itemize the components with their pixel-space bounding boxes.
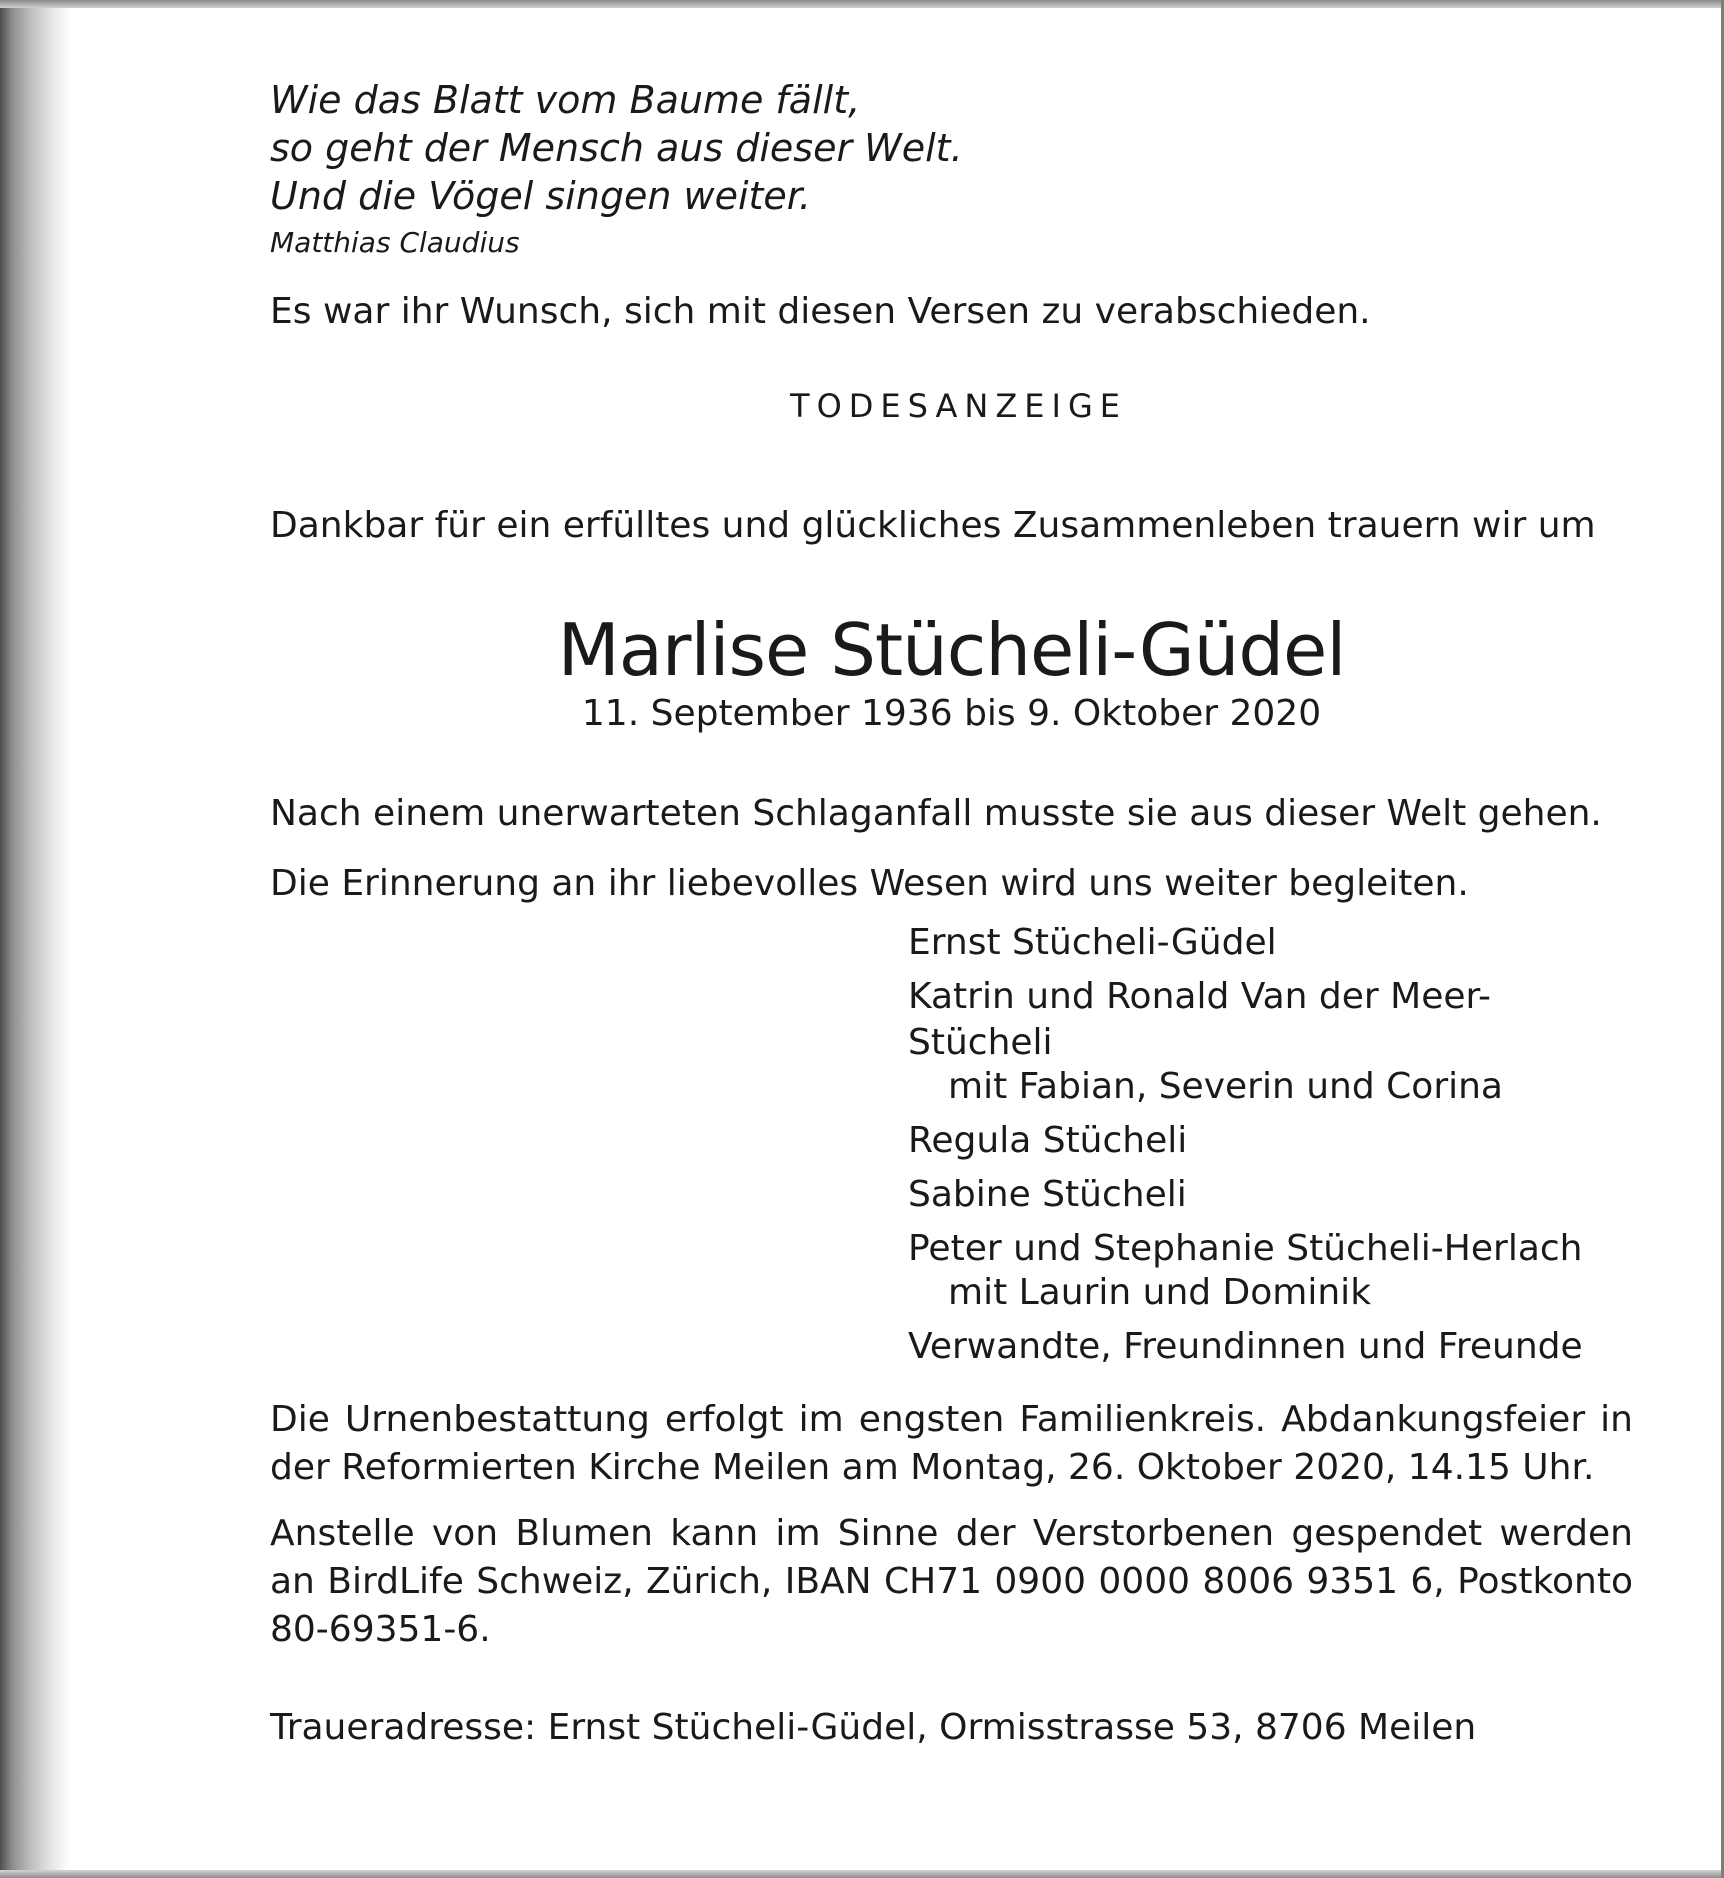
mourner-children: mit Laurin und Dominik (948, 1272, 1372, 1313)
deceased-name: Marlise Stücheli-Güdel (557, 608, 1346, 692)
memory-text: Die Erinnerung an ihr liebevolles Wesen wird uns weiter begleiten. (270, 863, 1469, 904)
poem-line: Wie das Blatt vom Baume fällt, (270, 78, 861, 122)
mourning-address: Traueradresse: Ernst Stücheli-Güdel, Ormisstrasse 53, 8706 Meilen (270, 1707, 1477, 1748)
notice-heading: TODESANZEIGE (790, 387, 1127, 425)
poem-author: Matthias Claudius (270, 226, 520, 259)
mourner-name: Regula Stücheli (908, 1120, 1188, 1161)
mourner-entry (908, 1118, 1633, 1164)
page-bottom-edge (0, 1870, 1724, 1878)
donation-info: Anstelle von Blumen kann im Sinne der Verstorbenen gespendet werden an BirdLife Schweiz, Zürich, IBAN CH71 0900 0000 8006 9351 6, Postkonto 80-69351-6. (270, 1513, 1633, 1650)
poem-line: Und die Vögel singen weiter. (270, 174, 811, 218)
page-binding-shadow (0, 0, 70, 1878)
death-notice (270, 76, 1633, 1752)
burial-info: Die Urnenbestattung erfolgt im engsten Familienkreis. Abdankungsfeier in der Reformierten Kirche Meilen am Montag, 26. Oktober 2020, 14.15 Uhr. (270, 1399, 1633, 1488)
life-dates: 11. September 1936 bis 9. Oktober 2020 (581, 693, 1322, 734)
intro-text: Dankbar für ein erfülltes und glückliches Zusammenleben trauern wir um (270, 505, 1596, 546)
cause-text: Nach einem unerwarteten Schlaganfall musste sie aus dieser Welt gehen. (270, 793, 1602, 834)
wish-text: Es war ihr Wunsch, sich mit diesen Versen zu verabschieden. (270, 291, 1371, 332)
mourners-list (270, 920, 1633, 1370)
poem-line: so geht der Mensch aus dieser Welt. (270, 126, 963, 170)
mourner-entry (908, 1226, 1633, 1316)
mourner-entry (908, 1172, 1633, 1218)
mourner-name: Peter und Stephanie Stücheli-Herlach (908, 1228, 1583, 1269)
mourner-entry (908, 1324, 1633, 1370)
mourner-name: Katrin und Ronald Van der Meer-Stücheli (908, 976, 1491, 1063)
mourner-name: Ernst Stücheli-Güdel (908, 922, 1277, 963)
mourner-name: Verwandte, Freundinnen und Freunde (908, 1326, 1583, 1367)
mourner-name: Sabine Stücheli (908, 1174, 1187, 1215)
page-top-edge (0, 0, 1724, 8)
poem (270, 76, 1633, 262)
mourner-entry (908, 920, 1633, 966)
mourner-children: mit Fabian, Severin und Corina (948, 1066, 1503, 1107)
mourner-entry (908, 974, 1633, 1110)
